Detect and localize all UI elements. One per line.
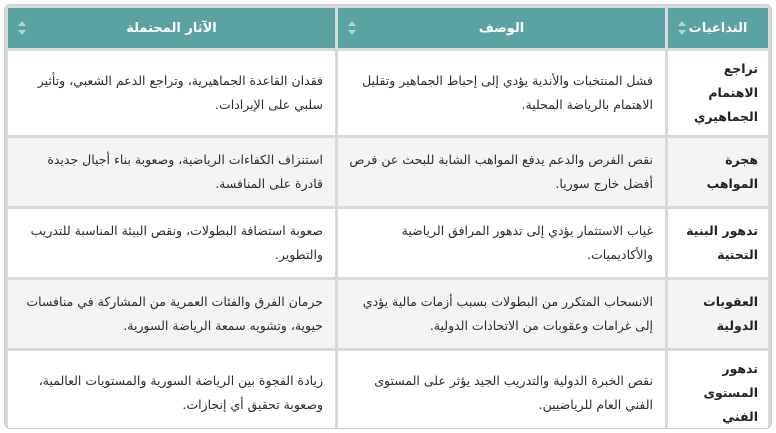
cell-issue: تدهور البنية التحتية <box>668 209 768 277</box>
cell-description: غياب الاستثمار يؤدي إلى تدهور المرافق الرياضية والأكاديميات. <box>338 209 665 277</box>
table-body <box>8 51 768 429</box>
column-header-label: التداعيات <box>688 20 748 36</box>
table-header <box>8 8 768 48</box>
cell-description: فشل المنتخبات والأندية يؤدي إلى إحباط الجماهير وتقليل الاهتمام بالرياضة المحلية. <box>338 51 665 135</box>
table-row <box>8 209 768 277</box>
table-row <box>8 280 768 348</box>
table-row <box>8 138 768 206</box>
sort-icon[interactable] <box>18 21 26 35</box>
column-header-label: الوصف <box>478 20 525 36</box>
column-header-effects[interactable] <box>8 8 335 48</box>
cell-description: نقص الفرص والدعم يدفع المواهب الشابة للبحث عن فرص أفضل خارج سوريا. <box>338 138 665 206</box>
column-header-description[interactable] <box>338 8 665 48</box>
column-header-label: الآثار المحتملة <box>126 20 217 36</box>
cell-effects: فقدان القاعدة الجماهيرية، وتراجع الدعم الشعبي، وتأثير سلبي على الإيرادات. <box>8 51 335 135</box>
consequences-table <box>4 4 772 429</box>
cell-description: الانسحاب المتكرر من البطولات بسبب أزمات مالية يؤدي إلى غرامات وعقوبات من الاتحادات الدولية. <box>338 280 665 348</box>
table-row <box>8 351 768 429</box>
table-row <box>8 51 768 135</box>
table <box>5 5 771 429</box>
cell-issue: تدهور المستوى الفني <box>668 351 768 429</box>
cell-description: نقص الخبرة الدولية والتدريب الجيد يؤثر على المستوى الفني العام للرياضيين. <box>338 351 665 429</box>
cell-effects: استنزاف الكفاءات الرياضية، وصعوبة بناء أجيال جديدة قادرة على المنافسة. <box>8 138 335 206</box>
header-row <box>8 8 768 48</box>
cell-effects: صعوبة استضافة البطولات، ونقص البيئة المناسبة للتدريب والتطوير. <box>8 209 335 277</box>
cell-effects: حرمان الفرق والفئات العمرية من المشاركة في منافسات حيوية، وتشويه سمعة الرياضة السورية. <box>8 280 335 348</box>
cell-effects: زيادة الفجوة بين الرياضة السورية والمستويات العالمية، وصعوبة تحقيق أي إنجازات. <box>8 351 335 429</box>
sort-icon[interactable] <box>678 21 686 35</box>
cell-issue: العقوبات الدولية <box>668 280 768 348</box>
sort-icon[interactable] <box>348 21 356 35</box>
column-header-issue[interactable] <box>668 8 768 48</box>
cell-issue: تراجع الاهتمام الجماهيري <box>668 51 768 135</box>
cell-issue: هجرة المواهب <box>668 138 768 206</box>
